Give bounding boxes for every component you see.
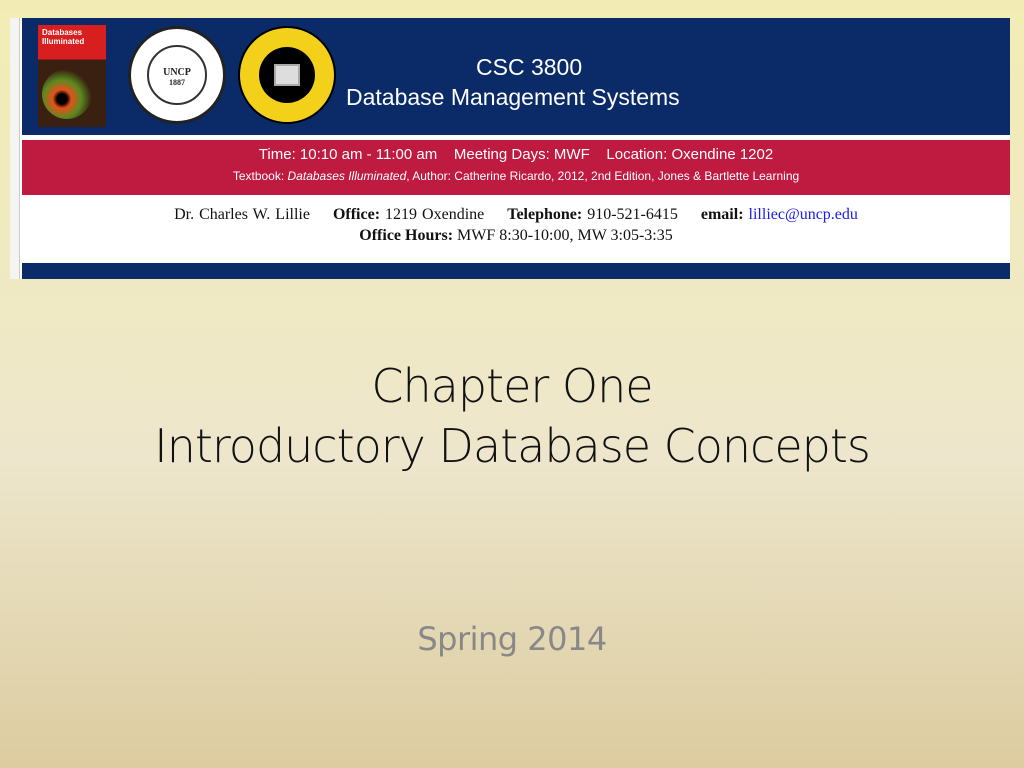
course-code: CSC 3800 bbox=[476, 54, 583, 80]
textbook-prefix: Textbook: bbox=[232, 169, 288, 183]
uncp-label: UNCP bbox=[163, 67, 191, 78]
hours-value: MWF 8:30-10:00, MW 3:05-3:35 bbox=[457, 227, 673, 244]
instructor-info bbox=[22, 195, 1010, 263]
uncp-year: 1887 bbox=[169, 78, 185, 87]
title-line-1: Chapter One bbox=[371, 359, 653, 413]
banner-header bbox=[22, 18, 1010, 135]
banner-footer-bar bbox=[22, 263, 1010, 279]
slide-title bbox=[0, 356, 1024, 476]
book-cover-image bbox=[38, 25, 106, 127]
email-label: email: bbox=[700, 206, 744, 223]
book-cover-title: Databases Illuminated bbox=[42, 28, 85, 46]
title-line-2: Introductory Database Concepts bbox=[154, 419, 870, 473]
telephone-value: 910-521-6415 bbox=[587, 206, 678, 223]
schedule-text: Time: 10:10 am - 11:00 am Meeting Days: MWF Location: Oxendine 1202 bbox=[258, 146, 774, 163]
instructor-name: Dr. Charles W. Lillie bbox=[174, 206, 310, 223]
math-cs-seal-logo bbox=[238, 26, 336, 124]
textbook-title: Databases Illuminated bbox=[287, 169, 407, 183]
office-label: Office: bbox=[332, 206, 381, 223]
course-banner bbox=[10, 18, 1010, 279]
slide-subtitle: Spring 2014 bbox=[417, 620, 607, 658]
banner-border bbox=[10, 18, 20, 279]
textbook-text bbox=[22, 163, 1010, 183]
uncp-seal-logo bbox=[128, 26, 226, 124]
course-name: Database Management Systems bbox=[346, 84, 680, 110]
telephone-label: Telephone: bbox=[507, 206, 583, 223]
office-value: 1219 Oxendine bbox=[385, 206, 485, 223]
textbook-details: , Author: Catherine Ricardo, 2012, 2nd Edition, Jones & Bartlette Learning bbox=[406, 169, 800, 183]
email-link[interactable]: lilliec@uncp.edu bbox=[748, 206, 858, 223]
hours-label: Office Hours: bbox=[359, 227, 454, 244]
course-info-band bbox=[22, 140, 1010, 195]
